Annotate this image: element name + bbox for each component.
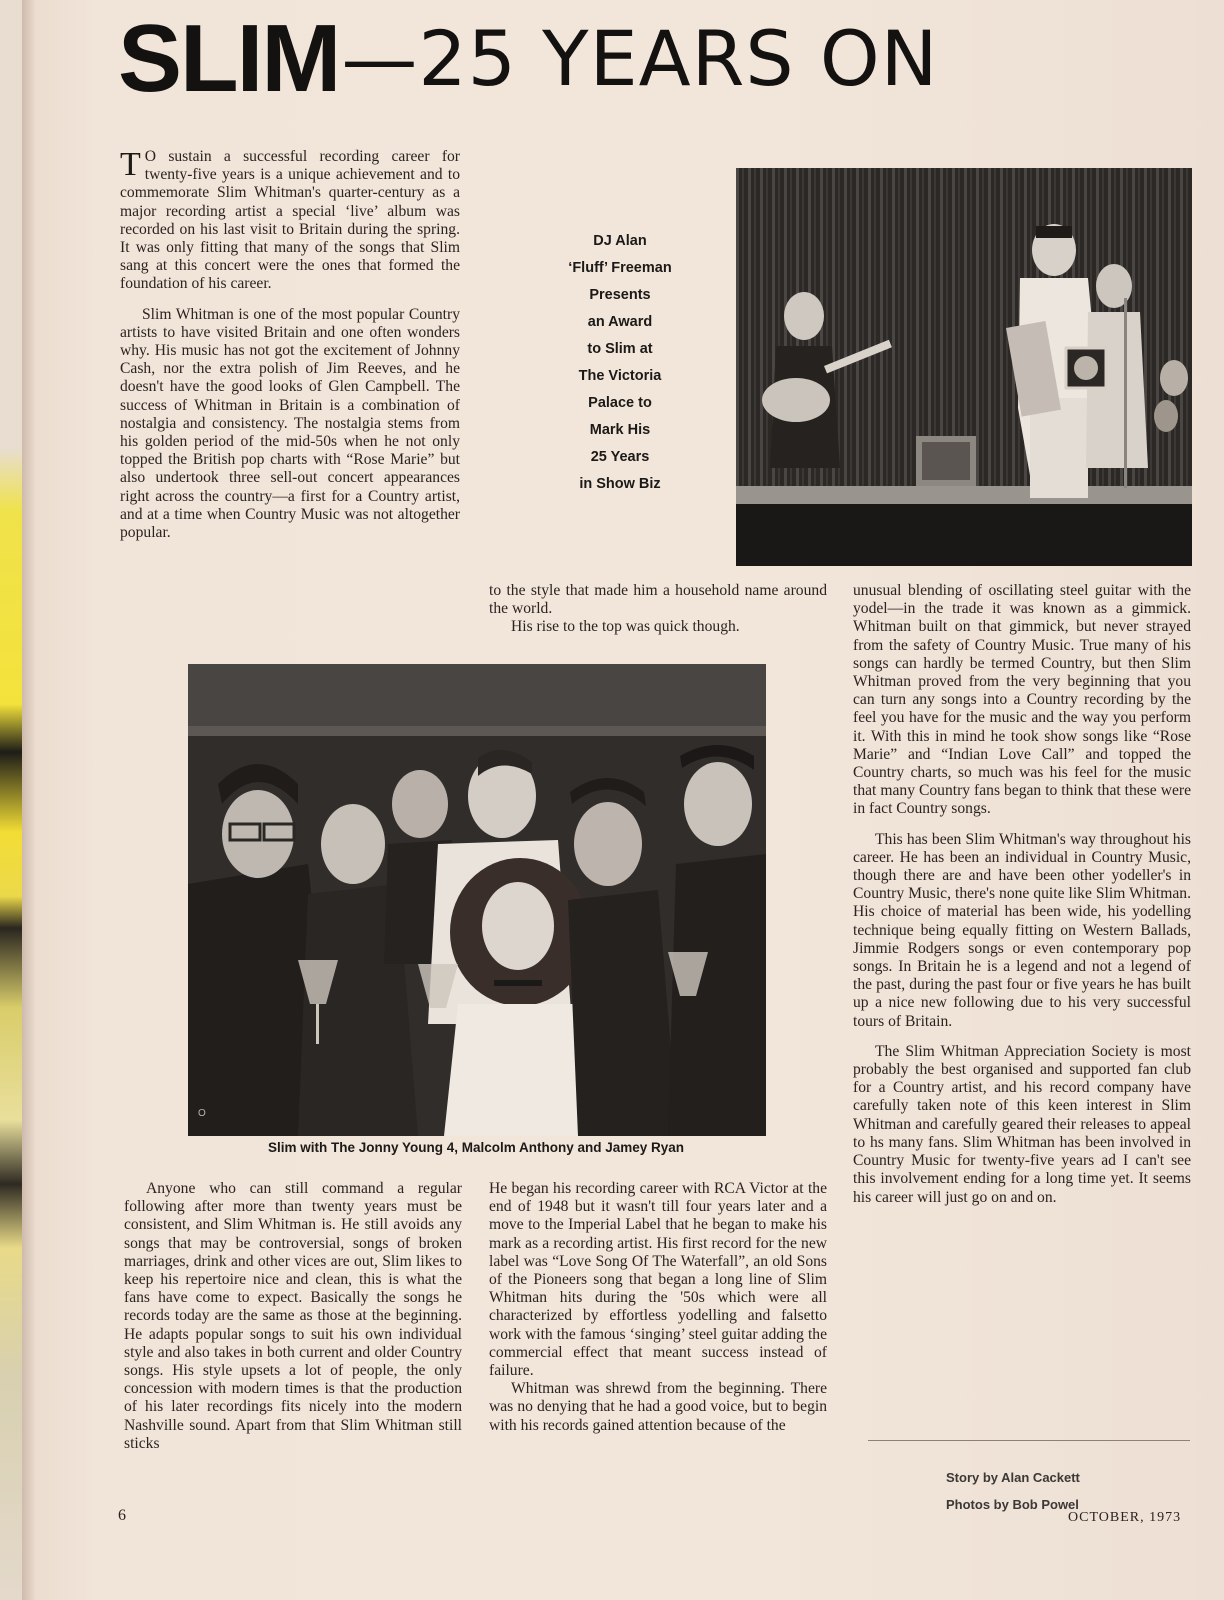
caption-line: to Slim at (587, 341, 653, 357)
caption-line: 25 Years (590, 449, 650, 465)
photo-corner-mark: O (198, 1108, 206, 1119)
photos-credit: Photos by Bob Powel (946, 1497, 1079, 1512)
award-stage-image (736, 168, 1192, 566)
headline-slim: SLIM (118, 5, 340, 112)
article-column-1-bottom (124, 1180, 462, 1453)
paragraph-rca-victor: He began his recording career with RCA Victor at the end of 1948 but it wasn't till four years later and a move to the Imperial Label that he began to make his mark as a recording artist. His first record for the new label was “Love Song Of The Waterfall”, an old Sons of the Pioneers song that began a long line of Slim Whitman hits during the '50s which were all characterized by effortless yodelling and falsetto work with the famous ‘singing’ steel guitar adding the commercial effect that meant success instead of failure. (489, 1180, 827, 1380)
paragraph-household: to the style that made him a household name around the world. (489, 582, 827, 618)
group-photo-caption: Slim with The Jonny Young 4, Malcolm Anthony and Jamey Ryan (267, 1140, 685, 1155)
drop-cap: T (120, 146, 141, 183)
caption-line: an Award (587, 314, 653, 330)
caption-line: The Victoria (578, 368, 662, 384)
headline (118, 0, 1218, 118)
paragraph-shrewd: Whitman was shrewd from the beginning. There was no denying that he had a good voice, but to begin with his records gained attention because of the (489, 1380, 827, 1434)
binding-shadow (22, 0, 36, 1600)
paragraph-consistent: Anyone who can still command a regular following after more than twenty years must be consistent, and Slim Whitman is. He still avoids any songs that may be controversial, songs of broken marriages, drink and other vices are out, Slim likes to keep his repertoire nice and clean, this is what the fans have come to expect. Basically the songs he records today are the same as those at the beginning. He adapts popular songs to suit his own individual style and also takes in both current and older Country songs. His style upsets a lot of people, the only concession with modern times is that the production of his later recordings fits nicely into the modern Nashville sound. Apart from that Slim Whitman still sticks (124, 1180, 462, 1452)
caption-line: in Show Biz (579, 476, 661, 492)
paragraph-rise: His rise to the top was quick though. (511, 618, 740, 636)
group-photo (188, 664, 766, 1136)
paragraph-gimmick: unusual blending of oscillating steel guitar with the yodel—in the trade it was known as a gimmick. Whitman built on that gimmick, but never strayed from the safety of Country Music. True many of his songs can hardly be termed Country, but then Slim Whitman proved from the very beginning that you can turn any songs into a Country recording by the feel you have for the music and the way you perform it. With this in mind he took show songs like “Rose Marie” and “Indian Love Call” and topped the Country charts, so much was his feel for the music that many Country fans began to think that these were in fact Country songs. (853, 582, 1191, 818)
adjacent-page-edge (0, 0, 22, 1600)
award-stage-photo (736, 168, 1192, 566)
story-credit: Story by Alan Cackett (946, 1470, 1080, 1485)
caption-line: ‘Fluff’ Freeman (568, 260, 672, 276)
credits-divider (868, 1440, 1190, 1441)
paragraph-appreciation-society: The Slim Whitman Appreciation Society is most probably the best organised and supported fan club for a Country artist, and his record company have carefully taken note of this keen interest in Slim Whitman and carefully geared their releases to appeal to hs many fans. Slim Whitman has been involved in Country Music for twenty-five years ad I can't see this involvement ending for a long time yet. It seems his career will just go on and on. (853, 1042, 1191, 1206)
issue-date: OCTOBER, 1973 (1068, 1510, 1182, 1525)
group-image (188, 664, 766, 1136)
paragraph-popular: Slim Whitman is one of the most popular Country artists to have visited Britain and one often wonders why. His music has not got the excitement of Johnny Cash, nor the extra polish of Jim Reeves, and he doesn't have the good looks of Glen Campbell. The success of Whitman in Britain is a combination of nostalgia and consistency. The nostalgia stems from his golden period of the mid-50s when he not only topped the British pop charts with “Rose Marie” but also undertook three sell-out concert appearances right across the country—a first for a Country artist, and at a time when Country Music was not altogether popular. (120, 305, 460, 542)
caption-line: Mark His (589, 422, 651, 438)
article-column-2-bottom (489, 1180, 827, 1435)
headline-years-on: —25 YEARS ON (341, 14, 939, 103)
article-column-1 (120, 148, 460, 542)
caption-line: DJ Alan (593, 233, 647, 249)
paragraph-individual: This has been Slim Whitman's way throughout his career. He has been an individual in Country Music, though there are and have been other yodeller's in Country Music, there's none quite like Slim Whitman. His choice of material has been wide, his yodelling technique being equally fitting on Western Ballads, Jimmie Rodgers songs or even contemporary pop songs. In Britain he is a legend and not a legend of the past, during the past four or five years he has built up a nice new following due to his very successful tours of Britain. (853, 830, 1191, 1030)
caption-line: Palace to (588, 395, 652, 411)
page-number: 6 (118, 1507, 126, 1524)
article-column-2-top (489, 582, 827, 637)
caption-line: Presents (589, 287, 651, 303)
intro-text: O sustain a successful recording career for twenty-five years is a unique achievement and to commemorate Slim Whitman's quarter-century as a major recording artist a special ‘live’ album was recorded on his last visit to Britain during the spring. It was only fitting that many of the songs that Slim sang at this concert were the ones that formed the foundation of his career. (120, 148, 460, 293)
article-column-3 (853, 582, 1191, 1207)
award-photo-caption (540, 228, 700, 498)
intro-paragraph (120, 148, 460, 294)
